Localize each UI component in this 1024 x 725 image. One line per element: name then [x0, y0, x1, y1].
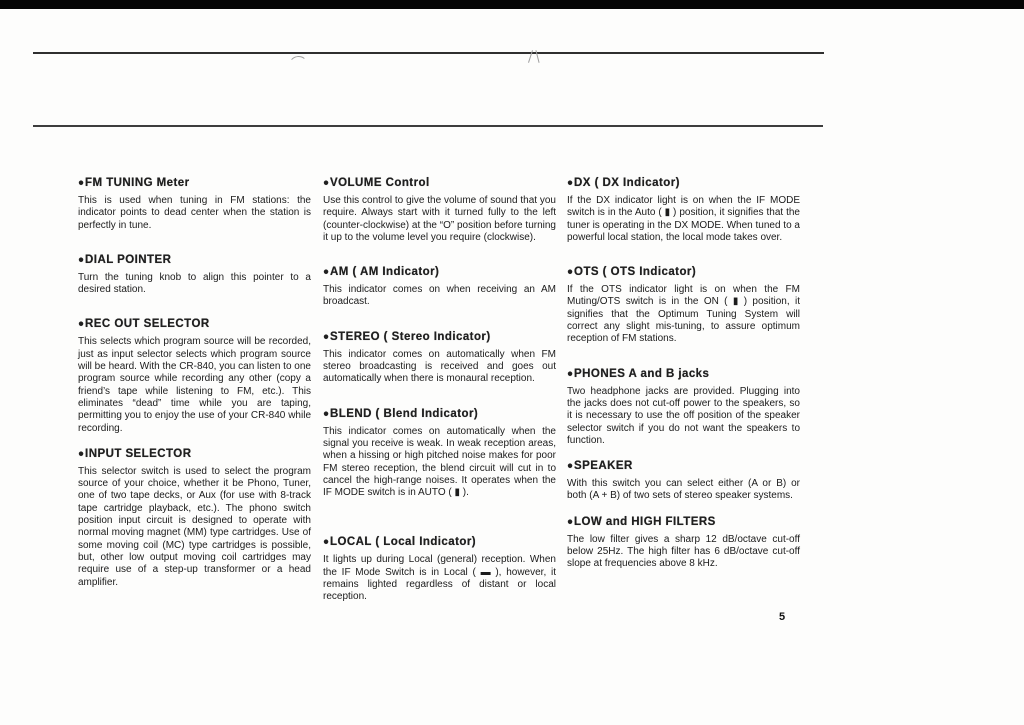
- section-body: This indicator comes on when receiving an AM broadcast.: [323, 284, 556, 308]
- section-heading: [567, 515, 800, 530]
- callout-number-icon: ●: [323, 536, 330, 548]
- section-title: DX ( DX Indicator): [574, 177, 680, 189]
- section-title: AM ( AM Indicator): [330, 266, 440, 279]
- section-dx-indicator: [567, 176, 800, 244]
- section-body: Turn the tuning knob to align this pointer to a desired station.: [78, 271, 311, 296]
- section-body: Two headphone jacks are provided. Plugging into the jacks does not cut-off power to the speakers, so it is necessary to use the off position of the speaker selector switch if you do not want the speakers to function.: [567, 385, 800, 446]
- section-body: This indicator comes on automatically when the signal you receive is weak. In weak reception areas, when a hissing or high pitched noise makes for poor FM stereo reception, the blend circuit will cut in to cancel the high-range noises. It operates when the IF MODE switch is in AUTO ( ▮ ).: [323, 425, 556, 499]
- callout-number-icon: ●: [78, 254, 85, 266]
- section-body: This selector switch is used to select the program source of your choice, whether it be Phono, Tuner, one of two tape decks, or Aux (for use with 8-track tape cartridge playback, etc.). The phono switch position input circuit is designed to operate with normal moving magnet (MM) type cartridges. Use of some moving coil (MC) type cartridges is possible, but, other low output moving coil cartridges may require use of a step-up transformer or a head amplifier.: [78, 465, 311, 588]
- callout-number-icon: ●: [567, 266, 574, 278]
- section-dial-pointer: [78, 253, 311, 297]
- section-title: OTS ( OTS Indicator): [574, 266, 697, 279]
- section-low-high-filters: [567, 515, 800, 571]
- horizontal-rule-top: [33, 52, 824, 54]
- callout-number-icon: ●: [323, 266, 330, 278]
- column-left: [78, 176, 311, 610]
- callout-number-icon: ●: [78, 177, 85, 189]
- section-title: DIAL POINTER: [85, 253, 172, 266]
- section-volume-control: [323, 176, 556, 244]
- section-title: FM TUNING Meter: [85, 177, 190, 189]
- section-title: BLEND ( Blend Indicator): [330, 407, 479, 420]
- column-right: [567, 176, 800, 592]
- callout-number-icon: ●: [323, 331, 330, 343]
- callout-number-icon: ●: [323, 177, 330, 189]
- section-stereo-indicator: [323, 330, 556, 386]
- section-local-indicator: [323, 535, 556, 603]
- callout-number-icon: ●: [567, 368, 574, 380]
- callout-number-icon: ●: [567, 516, 574, 528]
- scan-top-edge: [0, 0, 1024, 9]
- section-heading: [567, 176, 800, 191]
- section-body: This indicator comes on automatically when FM stereo broadcasting is received and goes out automatically when there is monaural reception.: [323, 348, 556, 385]
- section-heading: [323, 407, 556, 422]
- scan-artifact-arc: [288, 55, 308, 75]
- section-body: This selects which program source will be recorded, just as input selector selects which program source will be heard. With the CR-840, you can listen to one program source while recording any other (copy a friend’s tape while listening to FM, etc.). This eliminates “dead” time while you are taping, permitting you to enjoy the use of your CR-840 while recording.: [78, 336, 311, 434]
- section-heading: [78, 317, 311, 332]
- section-body: If the DX indicator light is on when the IF MODE switch is in the Auto ( ▮ ) position, it signifies that the tuner is operating in the DX MODE. When tuned to a powerful local station, the local mode takes over.: [567, 195, 800, 243]
- section-heading: [567, 265, 800, 280]
- section-body: This is used when tuning in FM stations: the indicator points to dead center when the station is perfectly in tune.: [78, 195, 311, 231]
- section-heading: [323, 535, 556, 550]
- horizontal-rule-bottom: [33, 125, 823, 127]
- section-phones-jacks: [567, 367, 800, 447]
- section-title: VOLUME Control: [330, 177, 430, 189]
- section-body: With this switch you can select either (A or B) or both (A + B) of two sets of stereo speaker systems.: [567, 478, 800, 502]
- page-number: 5: [779, 611, 786, 623]
- section-title: LOCAL ( Local Indicator): [330, 536, 477, 549]
- section-heading: [567, 367, 800, 382]
- section-heading: [323, 330, 556, 345]
- callout-number-icon: ●: [567, 177, 574, 189]
- column-middle: [323, 176, 556, 625]
- section-heading: [78, 253, 311, 268]
- section-heading: [78, 176, 311, 191]
- section-title: PHONES A and B jacks: [574, 367, 710, 380]
- section-blend-indicator: [323, 407, 556, 500]
- section-am-indicator: [323, 265, 556, 309]
- callout-number-icon: ●: [78, 448, 85, 460]
- section-title: REC OUT SELECTOR: [85, 318, 210, 331]
- section-fm-tuning-meter: [78, 176, 311, 232]
- section-heading: [323, 265, 556, 280]
- section-heading: [323, 176, 556, 191]
- callout-number-icon: ●: [567, 460, 574, 472]
- section-body: Use this control to give the volume of sound that you require. Always start with it turned fully to the left (counter-clockwise) at the “O” position before turning it up to the volume level you require (clockwise).: [323, 195, 556, 243]
- callout-number-icon: ●: [323, 408, 330, 420]
- section-body: The low filter gives a sharp 12 dB/octave cut-off below 25Hz. The high filter has 6 dB/octave cut-off slope at frequencies above 8 kHz.: [567, 533, 800, 570]
- section-heading: [567, 459, 800, 474]
- section-heading: [78, 447, 311, 462]
- section-ots-indicator: [567, 265, 800, 345]
- section-title: SPEAKER: [574, 460, 633, 473]
- section-body: If the OTS indicator light is on when the FM Muting/OTS switch is in the ON ( ▮ ) position, it signifies that the Optimum Tuning System will correct any slight mis-tuning, to assure optimum reception of FM stations.: [567, 284, 800, 345]
- section-rec-out-selector: [78, 317, 311, 434]
- section-body: It lights up during Local (general) reception. When the IF Mode Switch is in Local ( ▬ ), however, it remains lighted regardless of distant or local reception.: [323, 554, 556, 603]
- section-title: INPUT SELECTOR: [85, 447, 192, 460]
- section-speaker: [567, 459, 800, 503]
- section-title: STEREO ( Stereo Indicator): [330, 330, 491, 343]
- section-title: LOW and HIGH FILTERS: [574, 515, 716, 528]
- callout-number-icon: ●: [78, 318, 85, 330]
- section-input-selector: [78, 447, 311, 589]
